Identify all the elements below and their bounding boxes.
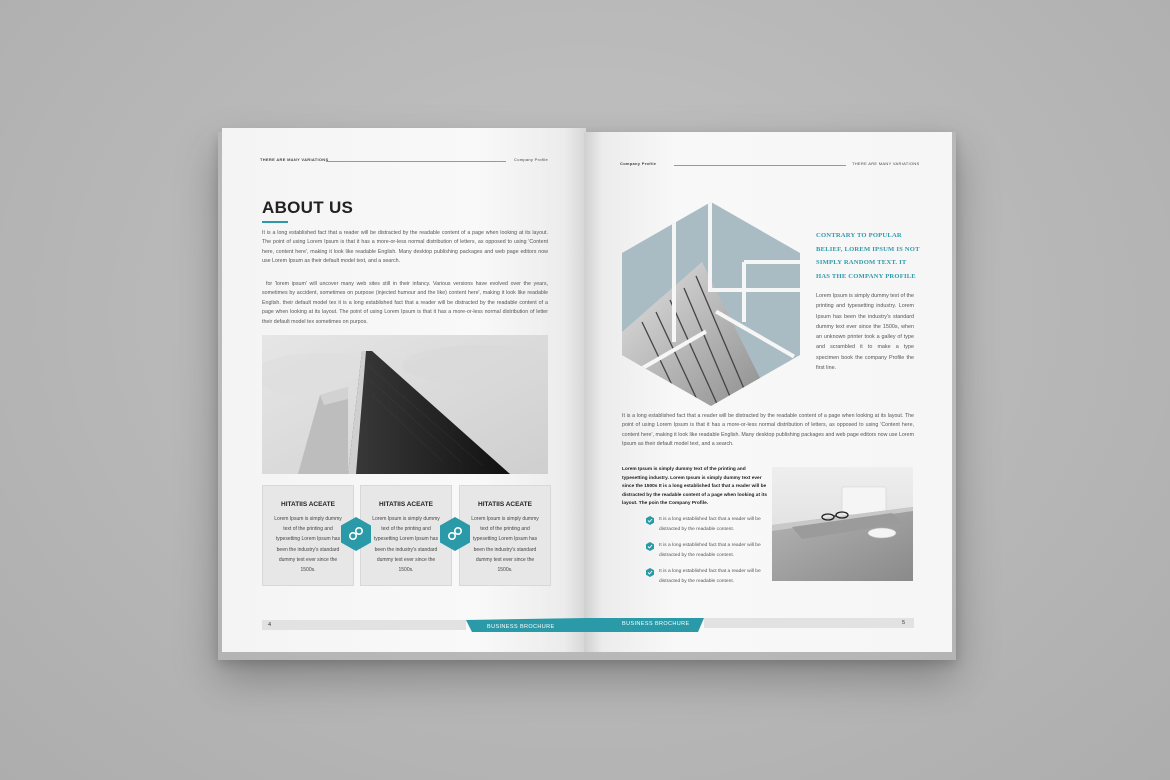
link-icon [440,517,470,551]
feature-title: HITATIIS ACEATE [478,501,532,508]
check-hexagon-icon [646,516,654,525]
feature-box [360,485,452,586]
running-head-left: Company Profile [620,161,657,166]
right-page [584,132,952,652]
side-heading: CONTRARY TO POPULAR BELIEF, LOREM IPSUM IS NOT SIMPLY RANDOM TEXT. IT HAS THE COMPANY PROFILE [816,232,920,280]
page-number: 5 [902,620,906,626]
feature-text: Lorem Ipsum is simply dummy text of the printing and typesetting Lorem Ipsum has been the industry's standard dummy text ever since the 1500s. [471,516,539,574]
feature-text: Lorem Ipsum is simply dummy text of the printing and typesetting Lorem Ipsum has been the industry's standard dummy text ever since the 1500s. [372,516,440,574]
body-paragraph: It is a long established fact that a reader will be distracted by the readable content of a page when looking at its layout. The point of using Lorem Ipsum is that it has a more-or-less normal distribution of letters, as opposed to using 'Content here, content here', making it look like readable English. Many desktop publishing packages and web page editors now use Lorem Ipsum as their default model text, and a search. [622,413,914,448]
page-number: 4 [268,622,272,628]
list-item-text: It is a long established fact that a reader will be distracted by the readable content. [659,543,761,559]
footer-band-text: BUSINESS BROCHURE [487,624,555,630]
running-head-rule [674,165,846,166]
footer-bar-grey [704,618,914,628]
list-item-text: It is a long established fact that a reader will be distracted by the readable content. [659,569,761,585]
running-head-right: THERE ARE MANY VARIATIONS [852,161,920,166]
intro-paragraph: It is a long established fact that a reader will be distracted by the readable content of a page when looking at its layout. The point of using Lorem Ipsum is that it has a more-or-less normal distribution of letters, as opposed to using 'Content here, content here', making it look like readable English. Many desktop publishing packages and web page editors now use Lorem Ipsum as their default model text, and a search. [262,230,548,265]
footer-band-text: BUSINESS BROCHURE [622,621,690,627]
left-page [222,128,586,652]
list-item-text: It is a long established fact that a reader will be distracted by the readable content. [659,517,761,533]
link-icon [341,517,371,551]
running-head-left: THERE ARE MANY VARIATIONS [260,157,329,162]
running-head-right: Company Profile [514,157,549,162]
bold-intro: Lorem Ipsum is simply dummy text of the printing and typesetting industry. Lorem Ipsum is simply dummy text ever since the 1500s It is a long established fact that a reader will be distracted by the readable content of a page when looking at its layout. The poin the Company Profile. [622,467,767,507]
building-photo [262,335,548,474]
feature-title: HITATIIS ACEATE [281,501,335,508]
running-head-rule [326,161,506,162]
hexagon-photo-collage [622,202,800,406]
check-hexagon-icon [646,542,654,551]
feature-text: Lorem Ipsum is simply dummy text of the printing and typesetting Lorem Ipsum has been the industry's standard dummy text ever since the 1500s. [274,516,342,574]
page-title: ABOUT US [262,198,354,217]
desk-photo [772,467,913,581]
second-paragraph: for 'lorem ipsum' will uncover many web sites still in their infancy. Various versions have evolved over the years, sometimes by accident, sometimes on purpose (injected humour and the like) content here', making it look like readable English. their default model tex it is a long established fact that a reader will be distracted by the readable content of a page when looking at its layout. The point of using Lorem Ipsum is that it has a more-or-less normal distribution of letter their default model tex sometimes on purpos. [262,281,548,325]
feature-title: HITATIIS ACEATE [379,501,433,508]
footer-bar-grey [262,620,466,630]
check-hexagon-icon [646,568,654,577]
side-text: Lorem Ipsum is simply dummy text of the printing and typesetting industry. Lorem Ipsum has been the industry's standard dummy text ever since the 1500s, when an unknown printer took a galley of type and scrambled it to make a type specimen book the company Profile the first line. [816,293,914,372]
title-underline [262,221,288,223]
feature-box [459,485,551,586]
